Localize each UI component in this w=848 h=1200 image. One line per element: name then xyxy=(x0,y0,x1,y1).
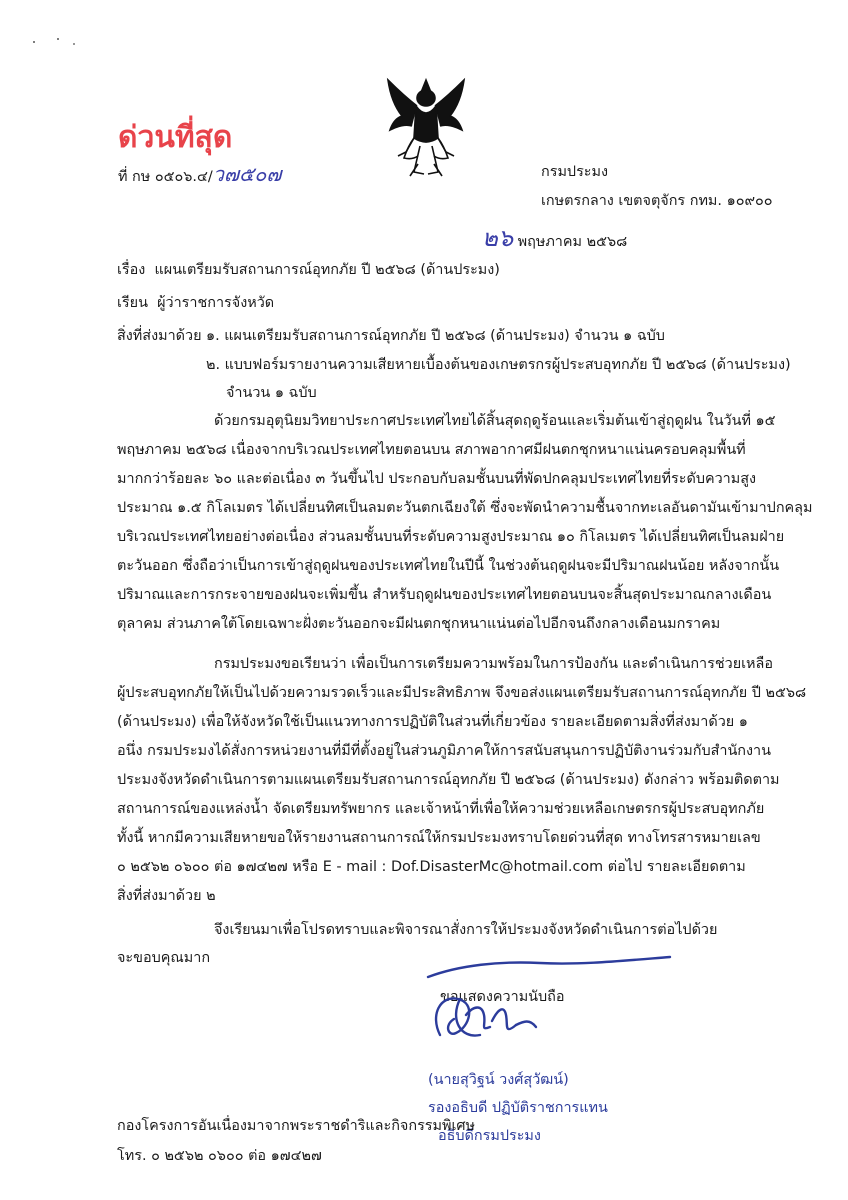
body-p2-line: กรมประมงขอเรียนว่า เพื่อเป็นการเตรียมความพร้อมในการป้องกัน และดำเนินการช่วยเหลือ xyxy=(214,656,773,672)
recipient-line xyxy=(117,291,274,314)
subject-text: แผนเตรียมรับสถานการณ์อุทกภัย ปี ๒๕๖๘ (ด้านประมง) xyxy=(154,262,500,278)
body-p2-line: สถานการณ์ของแหล่งน้ำ จัดเตรียมทรัพยากร และเจ้าหน้าที่เพื่อให้ความช่วยเหลือเกษตรกรผู้ประสบอุทกภัย xyxy=(117,801,765,817)
footer-division: กองโครงการอันเนื่องมาจากพระราชดำริและกิจกรรมพิเศษ xyxy=(117,1118,476,1134)
urgent-stamp: ด่วนที่สุด xyxy=(118,120,233,155)
body-p1-line: ประมาณ ๑.๕ กิโลเมตร ได้เปลี่ยนทิศเป็นลมตะวันตกเฉียงใต้ ซึ่งจะพัดนำความชื้นจากทะเลอันดามันเข้ามาปกคลุม xyxy=(117,500,813,516)
enclosure-item-1: ๑. แผนเตรียมรับสถานการณ์อุทกภัย ปี ๒๕๖๘ (ด้านประมง) จำนวน ๑ ฉบับ xyxy=(206,328,665,344)
recipient-label: เรียน xyxy=(117,295,148,311)
enclosures-label: สิ่งที่ส่งมาด้วย xyxy=(117,328,202,344)
body-p2-line: ประมงจังหวัดดำเนินการตามแผนเตรียมรับสถานการณ์อุทกภัย ปี ๒๕๖๘ (ด้านประมง) ดังกล่าว พร้อมติดตาม xyxy=(117,772,780,788)
body-p1-line: ปริมาณและการกระจายของฝนจะเพิ่มขึ้น สำหรับฤดูฝนของประเทศไทยตอนบนจะสิ้นสุดประมาณกลางเดือน xyxy=(117,587,772,603)
reference-prefix: ที่ กษ ๐๕๐๖.๔/ xyxy=(118,169,213,185)
date-month-year: พฤษภาคม ๒๕๖๘ xyxy=(517,234,628,250)
date-day-handwritten: ๒๖ xyxy=(482,224,514,252)
recipient-text: ผู้ว่าราชการจังหวัด xyxy=(157,295,275,311)
closing-salutation: ขอแสดงความนับถือ xyxy=(440,989,565,1005)
body-p2-line: ทั้งนี้ หากมีความเสียหายขอให้รายงานสถานการณ์ให้กรมประมงทราบโดยด่วนที่สุด ทางโทรสารหมายเลข xyxy=(117,830,761,846)
body-p2-line: ผู้ประสบอุทกภัยให้เป็นไปด้วยความรวดเร็วและมีประสิทธิภาพ จึงขอส่งแผนเตรียมรับสถานการณ์อุทกภัย ปี ๒๕๖๘ xyxy=(117,685,807,701)
body-p1-line: มากกว่าร้อยละ ๖๐ และต่อเนื่อง ๓ วันขึ้นไป ประกอบกับลมชั้นบนที่พัดปกคลุมประเทศไทยที่ระดับความสูง xyxy=(117,471,757,487)
signer-title-line2: อธิบดีกรมประมง xyxy=(438,1128,541,1144)
body-p2-line: (ด้านประมง) เพื่อให้จังหวัดใช้เป็นแนวทางการปฏิบัติในส่วนที่เกี่ยวข้อง รายละเอียดตามสิ่งที่ส่งมาด้วย ๑ xyxy=(117,714,748,730)
body-p2-line: สิ่งที่ส่งมาด้วย ๒ xyxy=(117,888,216,904)
body-p3-line: จึงเรียนมาเพื่อโปรดทราบและพิจารณาสั่งการให้ประมงจังหวัดดำเนินการต่อไปด้วย xyxy=(214,922,718,938)
body-p2-line: อนึ่ง กรมประมงได้สั่งการหน่วยงานที่มีที่ตั้งอยู่ในส่วนภูมิภาคให้การสนับสนุนการปฏิบัติงานร่วมกับสำนักงาน xyxy=(117,743,771,759)
org-name: กรมประมง xyxy=(541,164,609,180)
footer-phone: โทร. ๐ ๒๕๖๒ ๐๖๐๐ ต่อ ๑๗๔๒๗ xyxy=(117,1148,322,1164)
body-p2-line: ๐ ๒๕๖๒ ๐๖๐๐ ต่อ ๑๗๔๒๗ หรือ E - mail : Dof.DisasterMc@hotmail.com ต่อไป รายละเอียดตาม xyxy=(117,859,746,875)
reference-handwritten: ว๗๕๐๗ xyxy=(212,162,282,186)
enclosure-item-2: ๒. แบบฟอร์มรายงานความเสียหายเบื้องต้นของเกษตรกรผู้ประสบอุทกภัย ปี ๒๕๖๘ (ด้านประมง) xyxy=(206,357,791,373)
org-address: เกษตรกลาง เขตจตุจักร กทม. ๑๐๙๐๐ xyxy=(541,193,773,209)
garuda-emblem-icon xyxy=(384,76,468,180)
letter-date xyxy=(482,218,627,257)
reference-number xyxy=(118,158,281,190)
body-p1-line: บริเวณประเทศไทยอย่างต่อเนื่อง ส่วนลมชั้นบนที่ระดับความสูงประมาณ ๑๐ กิโลเมตร ได้เปลี่ยนทิศเป็นลมฝ่าย xyxy=(117,529,785,545)
signer-title-line1: รองอธิบดี ปฏิบัติราชการแทน xyxy=(428,1100,608,1116)
body-p1-line: พฤษภาคม ๒๕๖๘ เนื่องจากบริเวณประเทศไทยตอนบน สภาพอากาศมีฝนตกชุกหนาแน่นครอบคลุมพื้นที่ xyxy=(117,442,746,458)
scan-speckles xyxy=(30,36,80,48)
body-p1-line: ตุลาคม ส่วนภาคใต้โดยเฉพาะฝั่งตะวันออกจะมีฝนตกชุกหนาแน่นต่อไปอีกจนถึงกลางเดือนมกราคม xyxy=(117,616,721,632)
body-p1-line: ตะวันออก ซึ่งถือว่าเป็นการเข้าสู่ฤดูฝนของประเทศไทยในปีนี้ ในช่วงต้นฤดูฝนจะมีปริมาณฝนน้อย หลังจากนั้น xyxy=(117,558,780,574)
handwritten-signature xyxy=(420,955,680,1065)
body-p1-line: ด้วยกรมอุตุนิยมวิทยาประกาศประเทศไทยได้สิ้นสุดฤดูร้อนและเริ่มต้นเข้าสู่ฤดูฝน ในวันที่ ๑๕ xyxy=(214,413,776,429)
subject-label: เรื่อง xyxy=(117,262,146,278)
enclosure-item-2-cont: จำนวน ๑ ฉบับ xyxy=(226,385,317,401)
body-p3-line: จะขอบคุณมาก xyxy=(117,950,211,966)
signer-name: (นายสุวิฐน์ วงศ์สุวัฒน์) xyxy=(428,1072,569,1088)
subject-line xyxy=(117,258,500,281)
